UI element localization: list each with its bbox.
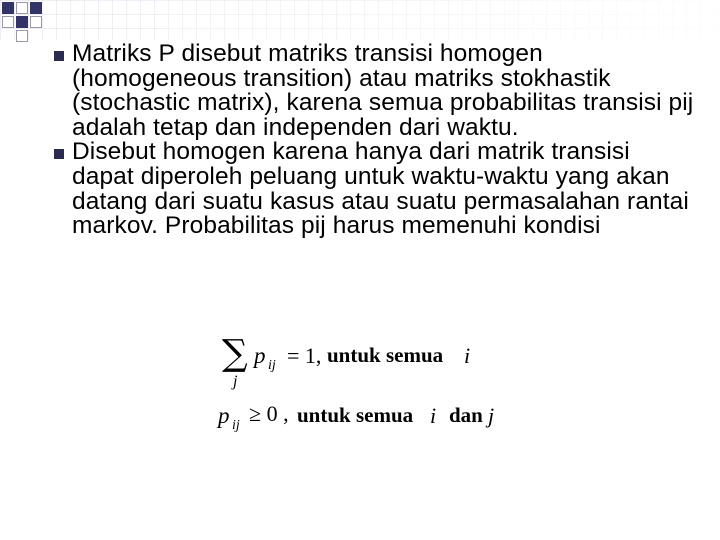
corner-square: [16, 16, 28, 28]
formula-conjunction: dan: [449, 403, 483, 427]
formula-subscript: ij: [232, 418, 240, 433]
bullet-square-icon: [54, 149, 64, 159]
formula-relation: = 1,: [287, 343, 322, 368]
formula-index-i: i: [430, 403, 437, 428]
formula-subscript: ij: [268, 358, 276, 373]
sum-index: j: [233, 373, 238, 390]
bullet-square-icon: [54, 51, 64, 61]
sum-symbol: ∑: [222, 333, 248, 374]
bullet-text: Disebut homogen karena hanya dari matrik transisi dapat diperoleh peluang untuk waktu-waktu yang akan datang dari suatu kasus atau suatu permasalahan rantai markov. Probabilitas pij harus memenuhi kondisi: [72, 138, 689, 240]
bullet-text: Matriks P disebut matriks transisi homogen (homogeneous transition) atau matriks stokhastik (stochastic matrix), karena semua probabilitas transisi pij adalah tetap dan independen dari waktu.: [72, 40, 694, 141]
corner-square: [16, 2, 28, 14]
header-grid-decoration: [0, 0, 720, 40]
list-item: [54, 42, 694, 140]
formula-relation: ≥ 0 ,: [249, 401, 289, 426]
corner-square: [16, 30, 28, 42]
bullet-list: [54, 42, 694, 239]
corner-square: [2, 2, 14, 14]
formula-text: untuk semua: [327, 343, 444, 367]
list-item: [54, 140, 694, 238]
formula-index: i: [464, 343, 471, 368]
formula-text: untuk semua: [297, 403, 414, 427]
formula-variable: p: [218, 403, 230, 428]
formula-variable: p: [254, 343, 266, 368]
corner-square: [30, 16, 42, 28]
corner-square: [2, 16, 14, 28]
formula-index-j: j: [488, 403, 495, 428]
corner-square: [30, 2, 42, 14]
